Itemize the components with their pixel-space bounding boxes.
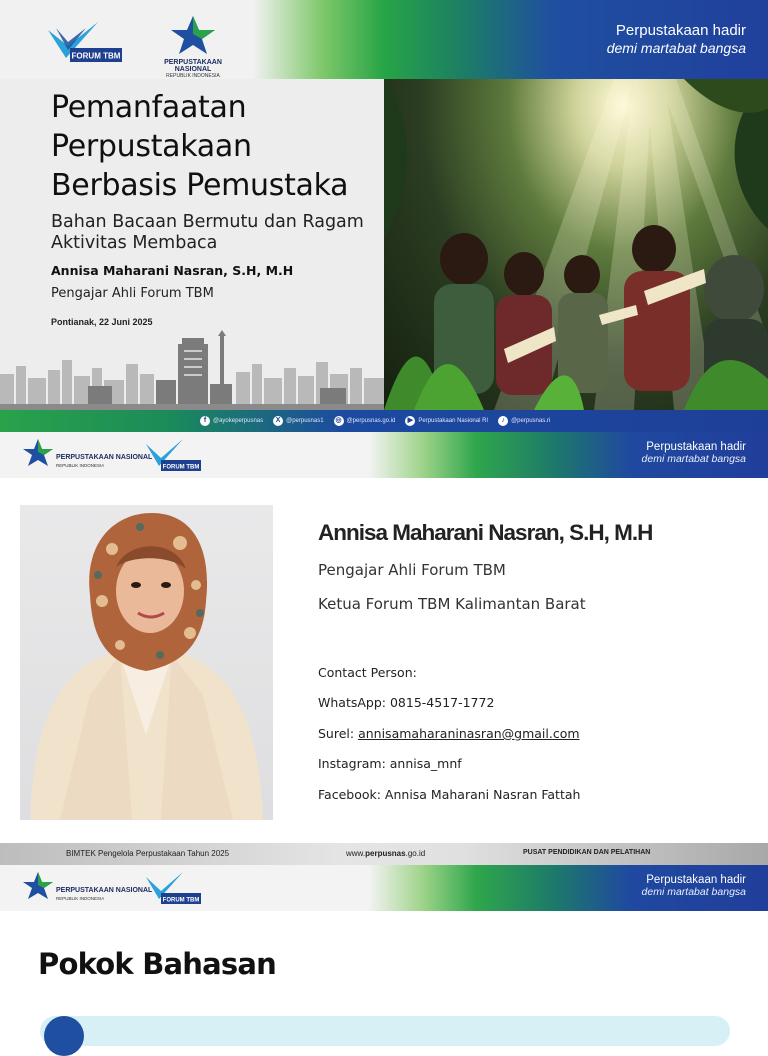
slide3-header-band [0,865,768,911]
forum-tbm-logo [46,20,124,66]
social-label: @ayokeperpusnas [213,418,264,424]
social-link-facebook[interactable] [200,416,263,426]
forum-tbm-logo-text: FORUM TBM [71,51,121,61]
perpusnas-logo [22,437,153,473]
perpusnas-logo [145,14,241,79]
slide-title-line: Perpustakaan [51,129,252,164]
slide-title [51,88,348,205]
footer-website [346,849,425,858]
speaker-role: Pengajar Ahli Forum TBM [318,561,506,579]
contact-instagram: Instagram: annisa_mnf [318,756,462,771]
social-label: @perpusnas.ri [511,418,551,424]
slide-subtitle [51,212,364,254]
contact-whatsapp: WhatsApp: 0815-4517-1772 [318,695,495,710]
contact-email-label: Surel: [318,726,359,741]
x-icon: X [273,416,283,426]
social-link-instagram[interactable] [334,416,396,426]
slide-title-line: Pemanfaatan [51,90,247,125]
forum-tbm-logo [145,871,203,905]
presentation-date: Pontianak, 22 Juni 2025 [51,317,153,327]
social-label: @perpusnas1 [286,418,324,424]
tagline-line2: demi martabat bangsa [641,886,746,898]
title-slide [0,0,768,432]
social-link-tiktok[interactable] [498,416,550,426]
facebook-icon: f [200,416,210,426]
social-link-youtube[interactable] [405,416,488,426]
forum-tbm-logo-text: FORUM TBM [162,464,200,471]
instagram-icon: ◎ [335,417,342,424]
tagline-line1: Perpustakaan hadir [646,441,746,453]
tagline-line2: demi martabat bangsa [641,453,746,465]
speaker-portrait [20,505,273,820]
agenda-item-number-badge [44,1016,84,1056]
children-reading-photo [384,79,768,410]
perpusnas-logo-sub: REPUBLIK INDONESIA [56,463,105,468]
agenda-item-bar [40,1016,730,1046]
tagline [607,22,746,56]
city-skyline-illustration [0,330,384,410]
social-label: Perpustakaan Nasional RI [418,418,489,424]
slide2-header-band [0,432,768,478]
tagline [642,874,746,898]
social-link-x[interactable] [273,416,323,426]
slide2-footer [0,843,768,865]
social-links [200,414,550,428]
tagline-line1: Perpustakaan hadir [646,874,746,886]
perpusnas-logo-name: PERPUSTAKAAN NASIONAL [56,454,153,461]
tagline [642,441,746,465]
footer-event: BIMTEK Pengelola Perpustakaan Tahun 2025 [66,849,230,858]
youtube-icon: ▶ [405,416,415,426]
tagline-line2: demi martabat bangsa [606,40,746,56]
contact-heading: Contact Person: [318,665,417,680]
speaker-position: Ketua Forum TBM Kalimantan Barat [318,595,586,613]
perpusnas-logo-name: PERPUSTAKAAN NASIONAL [164,59,222,73]
perpusnas-logo-sub: REPUBLIK INDONESIA [56,896,105,901]
slide-subtitle-line: Aktivitas Membaca [51,233,218,253]
slide-title-line: Berbasis Pemustaka [51,168,349,203]
tagline-line1: Perpustakaan hadir [615,22,746,39]
social-label: @perpusnas.go.id [346,418,396,424]
tiktok-icon: ♪ [498,416,508,426]
forum-tbm-logo-text: FORUM TBM [162,897,200,904]
footer-website-bold: perpusnas [365,849,406,858]
author-name: Annisa Maharani Nasran, S.H, M.H [51,263,294,278]
perpusnas-star-icon [145,14,241,58]
footer-website-prefix: www. [346,849,366,858]
email-link[interactable]: annisamaharaninasran@gmail.com [358,726,580,741]
contact-facebook: Facebook: Annisa Maharani Nasran Fattah [318,787,581,802]
contact-email [318,726,580,741]
perpusnas-logo-sub: REPUBLIK INDONESIA [166,73,220,79]
footer-website-suffix: .go.id [405,849,426,858]
speaker-name: Annisa Maharani Nasran, S.H, M.H [318,520,653,545]
footer-unit: PUSAT PENDIDIKAN DAN PELATIHAN [523,849,651,856]
agenda-heading: Pokok Bahasan [38,947,276,981]
author-role: Pengajar Ahli Forum TBM [51,286,214,301]
slide-subtitle-line: Bahan Bacaan Bermutu dan Ragam [51,212,364,232]
forum-tbm-logo [145,438,203,472]
perpusnas-logo-name: PERPUSTAKAAN NASIONAL [56,887,153,894]
perpusnas-logo [22,870,153,906]
